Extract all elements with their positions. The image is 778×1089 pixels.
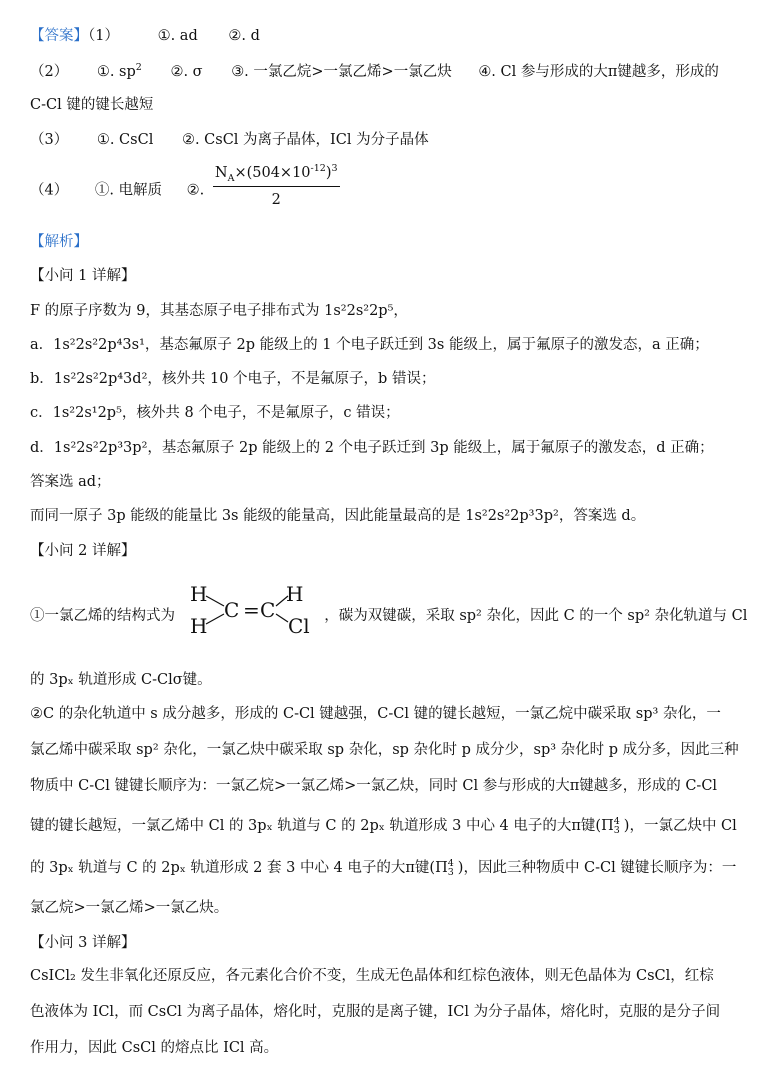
sub3-line-1: CsICl₂ 发生非氧化还原反应，各元素化合价不变，生成无色晶体和红棕色液体，则无色晶体为 CsCl，红棕	[30, 968, 714, 984]
sub2-para1-line1	[30, 606, 758, 626]
fraction-numerator: $N_A\times(504\times 10^{-12})^3$	[213, 162, 340, 187]
q1-number: （1）	[88, 28, 119, 44]
q2-answer-1: ①. sp	[96, 64, 136, 80]
struct-h-top-left: H	[190, 582, 208, 606]
q2-answer-1-sup: 2	[135, 62, 142, 74]
struct-bonds	[190, 582, 330, 642]
q2-answer-4: ④. Cl 参与形成的大π键越多，形成的	[478, 64, 719, 80]
sub1-option-c: c．1s²2s¹2p⁵，核外共 8 个电子，不是氟原子，c 错误；	[30, 405, 400, 421]
struct-h-bottom-left: H	[190, 614, 208, 638]
sub2-p1-pre: ①一氯乙烯的结构式为	[30, 608, 175, 624]
q4-number: （4）	[30, 182, 69, 199]
q2-answer-2: ②. σ	[170, 64, 203, 80]
answer-q2-line	[30, 62, 758, 82]
sub2-p1-cont: 的 3pₓ 轨道形成 C-Clσ键。	[30, 672, 212, 688]
vinyl-chloride-structure	[190, 582, 330, 642]
q1-answer-2: ②. d	[228, 28, 260, 44]
pi-bond-notation-1: Π 4 3	[601, 816, 620, 836]
sub3-title: 【小问 3 详解】	[30, 935, 136, 951]
sub2-p2-line2: 氯乙烯中碳采取 sp² 杂化，一氯乙炔中碳采取 sp 杂化，sp 杂化时 p 成分少，sp³ 杂化时 p 成分多，因此三种	[30, 742, 739, 758]
analysis-tag: 【解析】	[30, 234, 88, 250]
q2-answer-3: ③. 一氯乙烷>一氯乙烯>一氯乙炔	[231, 64, 452, 80]
answer-q1-line	[30, 26, 758, 46]
sub2-p2-line6: 氯乙烷>一氯乙烯>一氯乙炔。	[30, 900, 229, 916]
sub1-answer: 答案选 ad；	[30, 474, 111, 490]
answer-q4-line	[30, 163, 758, 211]
sub1-line-1: F 的原子序数为 9，其基态原子电子排布式为 1s²2s²2p⁵，	[30, 303, 408, 319]
sub2-p2-line4: 键的键长越短，一氯乙烯中 Cl 的 3pₓ 轨道与 C 的 2pₓ 轨道形成 3 中心 4 电子的大π键(Π 4 3 )，一氯乙炔中 Cl	[30, 816, 737, 836]
q3-number: （3）	[30, 132, 69, 148]
struct-h-top-right: H	[286, 582, 304, 606]
sub1-conclusion: 而同一原子 3p 能级的能量比 3s 能级的能量高，因此能量最高的是 1s²2s²2p³3p²，答案选 d。	[30, 508, 646, 524]
sub1-option-d: d．1s²2s²2p³3p²，基态氟原子 2p 能级上的 2 个电子跃迁到 3p 能级上，属于氟原子的激发态，d 正确；	[30, 440, 714, 456]
q4-answer-1: ①. 电解质	[94, 182, 163, 199]
struct-carbon-2: C	[260, 598, 276, 622]
sub2-title: 【小问 2 详解】	[30, 543, 136, 559]
answer-q3-line	[30, 130, 758, 150]
q4-answer-2-label: ②.	[186, 182, 205, 199]
sub1-option-a: a．1s²2s²2p⁴3s¹，基态氟原子 2p 能级上的 1 个电子跃迁到 3s 能级上，属于氟原子的激发态，a 正确；	[30, 337, 709, 353]
pi-bond-notation-2: Π 4 3	[435, 858, 454, 878]
struct-carbon-1: C	[224, 598, 240, 622]
fraction-denominator: 2	[271, 192, 281, 208]
density-fraction	[213, 162, 340, 211]
q3-answer-1: ①. CsCl	[96, 132, 154, 148]
answer-tag: 【答案】	[30, 28, 88, 44]
sub2-p2-line3: 物质中 C-Cl 键键长顺序为：一氯乙烷>一氯乙烯>一氯乙炔，同时 Cl 参与形成的大π键越多，形成的 C-Cl	[30, 778, 718, 794]
struct-double-bond: =	[243, 598, 260, 622]
sub2-p2-line1: ②C 的杂化轨道中 s 成分越多，形成的 C-Cl 键越强，C-Cl 键的键长越短，一氯乙烷中碳采取 sp³ 杂化，一	[30, 706, 721, 722]
q3-answer-2: ②. CsCl 为离子晶体，ICl 为分子晶体	[181, 132, 429, 148]
q1-answer-1: ①. ad	[157, 28, 198, 44]
struct-chlorine: Cl	[288, 614, 310, 638]
sub2-p1-post: ，碳为双键碳，采取 sp² 杂化，因此 C 的一个 sp² 杂化轨道与 Cl	[324, 608, 748, 624]
sub2-p2-line5: 的 3pₓ 轨道与 C 的 2pₓ 轨道形成 2 套 3 中心 4 电子的大π键(Π 4 3 )，因此三种物质中 C-Cl 键键长顺序为：一	[30, 858, 737, 878]
sub3-line-3: 作用力，因此 CsCl 的熔点比 ICl 高。	[30, 1040, 279, 1056]
q2-number: （2）	[30, 64, 69, 80]
sub1-title: 【小问 1 详解】	[30, 268, 136, 284]
q2-answer-4-cont: C-Cl 键的键长越短	[30, 97, 154, 113]
sub1-option-b: b．1s²2s²2p⁴3d²，核外共 10 个电子，不是氟原子，b 错误；	[30, 371, 436, 387]
sub3-line-2: 色液体为 ICl，而 CsCl 为离子晶体，熔化时，克服的是离子键，ICl 为分子晶体，熔化时，克服的是分子间	[30, 1004, 721, 1020]
